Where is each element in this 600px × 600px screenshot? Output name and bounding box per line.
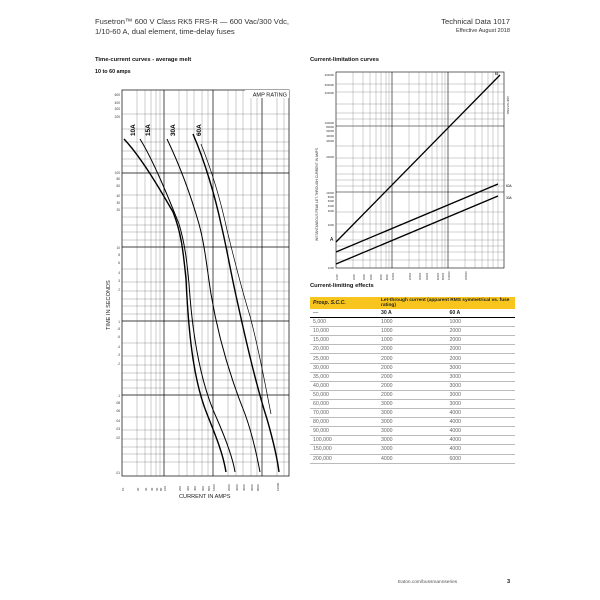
line-30a	[336, 196, 498, 264]
effective-date: Effective August 2018	[455, 28, 510, 34]
line-label-b: B	[495, 71, 499, 76]
x-tick: 80000	[442, 272, 445, 280]
y-tick: 8	[118, 253, 120, 257]
curve-label-60a: 60A	[506, 184, 512, 188]
x-tick: 3000	[363, 274, 366, 280]
cell-30a: 2000	[378, 381, 446, 390]
y-tick: 4	[118, 271, 120, 275]
x-tick: 10	[121, 487, 125, 491]
y-tick: 2000	[327, 223, 334, 227]
y-tick: 4000	[327, 204, 334, 208]
table-title: Current-limiting effects	[310, 283, 374, 289]
table-subheader-row	[310, 309, 515, 318]
document-meta	[441, 17, 510, 36]
y-tick: 20	[116, 208, 120, 212]
y-tick: 1000	[327, 266, 334, 270]
cell-60a: 2000	[446, 354, 515, 363]
x-tick: 200000	[465, 271, 468, 280]
cell-60a: 6000	[446, 454, 515, 463]
y-tick: 3	[118, 279, 120, 283]
cell-30a: 4000	[378, 454, 446, 463]
cell-60a: 4000	[446, 436, 515, 445]
y-tick: .01	[115, 471, 120, 475]
y-tick: 80000	[326, 125, 334, 129]
right-amp-rating-label: AMP RATING	[506, 96, 510, 115]
cell-30a: 1000	[378, 336, 446, 345]
y-tick: .6	[117, 335, 120, 339]
table-row	[310, 427, 515, 436]
table-row	[310, 354, 515, 363]
y-tick: 1	[118, 320, 120, 324]
cell-60a: 3000	[446, 381, 515, 390]
cell-30a: 3000	[378, 427, 446, 436]
y-tick: .03	[115, 427, 120, 431]
x-tick: 400	[193, 485, 197, 491]
cell-60a: 2000	[446, 327, 515, 336]
cell-scc: 90,000	[310, 427, 378, 436]
y-tick: 40	[116, 194, 120, 198]
cell-scc: 25,000	[310, 354, 378, 363]
cell-scc: 150,000	[310, 445, 378, 454]
cell-scc: 35,000	[310, 372, 378, 381]
table-row	[310, 336, 515, 345]
document-number: Technical Data 1017	[441, 17, 510, 26]
cell-30a: 1000	[378, 318, 446, 327]
y-tick: 200000	[324, 91, 334, 95]
y-tick: .8	[117, 327, 120, 331]
y-tick: 3000	[327, 209, 334, 213]
title-line-1: Fusetron™ 600 V Class RK5 FRS-R — 600 Vac/300 Vdc,	[95, 17, 290, 26]
y-tick: .02	[115, 436, 120, 440]
y-tick: .3	[117, 353, 120, 357]
col-header-let-through: Let-through current (apparent RMS symmetrical vs. fuse rating)	[378, 297, 515, 309]
y-tick: .2	[117, 362, 120, 366]
cell-30a: 3000	[378, 445, 446, 454]
x-tick: 100000	[448, 271, 451, 280]
y-tick: 400000	[324, 73, 334, 77]
cell-30a: 2000	[378, 345, 446, 354]
cell-scc: 30,000	[310, 363, 378, 372]
x-tick: 40000	[426, 272, 429, 280]
document-title	[95, 17, 355, 37]
left-x-axis-label: CURRENT IN AMPS	[179, 494, 231, 500]
current-limitation-chart	[310, 66, 520, 281]
y-tick: .08	[115, 401, 120, 405]
cell-30a: 3000	[378, 418, 446, 427]
left-chart-subtitle: 10 to 60 amps	[95, 69, 131, 75]
cell-60a: 4000	[446, 427, 515, 436]
x-tick: 30	[144, 487, 148, 491]
y-tick: .1	[117, 394, 120, 398]
y-tick: 100000	[324, 121, 334, 125]
y-tick: 30	[116, 201, 120, 205]
table-row	[310, 372, 515, 381]
curve-label-10a: 10A	[130, 124, 137, 136]
table-row	[310, 399, 515, 408]
x-tick: 4000	[370, 274, 373, 280]
y-tick: 600	[114, 93, 120, 97]
cell-scc: 80,000	[310, 418, 378, 427]
cell-60a: 1000	[446, 318, 515, 327]
x-tick: 80	[159, 487, 163, 491]
x-tick: 600	[201, 485, 205, 491]
x-tick: 6000	[250, 484, 254, 491]
table-row	[310, 390, 515, 399]
x-tick: 200	[178, 485, 182, 491]
y-tick: 10	[116, 246, 120, 250]
cell-30a: 1000	[378, 327, 446, 336]
y-tick: 400	[114, 101, 120, 105]
cell-60a: 4000	[446, 445, 515, 454]
cell-scc: 10,000	[310, 327, 378, 336]
y-tick: 60	[116, 184, 120, 188]
cell-scc: 5,000	[310, 318, 378, 327]
col-header-prosp-scc: Prosp. S.C.C.	[310, 297, 378, 309]
y-tick: 20000	[326, 155, 334, 159]
right-chart-title: Current-limitation curves	[310, 57, 379, 63]
table-header-row	[310, 297, 515, 309]
x-tick: 8000	[256, 484, 260, 491]
subheader-60a: 60 A	[446, 309, 515, 318]
y-tick: 80	[116, 177, 120, 181]
curve-30a	[167, 139, 260, 472]
x-tick: 20000	[409, 272, 412, 280]
x-tick: 4000	[242, 484, 246, 491]
y-tick: 200	[114, 115, 120, 119]
y-tick: 10000	[326, 191, 334, 195]
x-tick: 300	[186, 485, 190, 491]
footer-url: Eaton.com/bussmannseries	[398, 580, 458, 585]
table-row	[310, 381, 515, 390]
right-y-axis-label: INSTANTANEOUS PEAK LET-THROUGH CURRENT IN AMPS	[315, 147, 319, 241]
x-tick: 1000	[212, 484, 216, 491]
cell-scc: 20,000	[310, 345, 378, 354]
table-row	[310, 445, 515, 454]
cell-scc: 200,000	[310, 454, 378, 463]
subheader-col1: —	[310, 309, 378, 318]
x-tick: 20	[136, 487, 140, 491]
x-tick: 100	[163, 485, 167, 491]
y-tick: .06	[115, 409, 120, 413]
y-tick: 30000	[326, 139, 334, 143]
left-chart-title: Time-current curves - average melt	[95, 57, 192, 63]
cell-scc: 60,000	[310, 399, 378, 408]
x-tick: 6000	[380, 274, 383, 280]
curve-label-60a: 60A	[196, 124, 203, 136]
x-tick: 60	[155, 487, 159, 491]
line-label-a: A	[330, 237, 334, 243]
cell-scc: 100,000	[310, 436, 378, 445]
cell-60a: 3000	[446, 363, 515, 372]
cell-60a: 3000	[446, 372, 515, 381]
x-tick: 60000	[437, 272, 440, 280]
cell-60a: 4000	[446, 418, 515, 427]
cell-scc: 40,000	[310, 381, 378, 390]
table-row	[310, 363, 515, 372]
x-tick: 2000	[227, 484, 231, 491]
table-row	[310, 327, 515, 336]
y-tick: 300	[114, 107, 120, 111]
x-tick: 30000	[419, 272, 422, 280]
cell-scc: 15,000	[310, 336, 378, 345]
left-y-axis-label: TIME IN SECONDS	[106, 280, 112, 330]
x-tick: 8000	[386, 274, 389, 280]
time-current-chart	[95, 84, 305, 494]
curve-label-30a: 30A	[506, 196, 512, 200]
cell-60a: 3000	[446, 399, 515, 408]
cell-scc: 70,000	[310, 409, 378, 418]
page-number: 3	[507, 579, 511, 585]
cell-30a: 3000	[378, 399, 446, 408]
amp-rating-label: AMP RATING	[252, 92, 287, 99]
y-tick: 6	[118, 261, 120, 265]
cell-30a: 3000	[378, 436, 446, 445]
curve-label-15a: 15A	[145, 124, 152, 136]
y-tick: .04	[115, 419, 120, 423]
y-tick: 300000	[324, 83, 334, 87]
y-tick: 60000	[326, 129, 334, 133]
table-row	[310, 345, 515, 354]
current-limiting-table	[310, 297, 515, 464]
cell-60a: 3000	[446, 390, 515, 399]
x-tick: 40	[150, 487, 154, 491]
y-tick: 6000	[327, 199, 334, 203]
table-row	[310, 409, 515, 418]
x-tick: 10000	[276, 482, 280, 491]
cell-60a: 2000	[446, 345, 515, 354]
y-tick: 2	[118, 288, 120, 292]
x-tick: 10000	[392, 272, 395, 280]
y-tick: 40000	[326, 134, 334, 138]
x-tick: 800	[207, 485, 211, 491]
curve-10a	[124, 139, 226, 472]
y-tick: .4	[117, 345, 120, 349]
table-row	[310, 318, 515, 327]
cell-30a: 2000	[378, 372, 446, 381]
table-row	[310, 454, 515, 463]
cell-60a: 4000	[446, 409, 515, 418]
y-tick: 8000	[327, 195, 334, 199]
cell-30a: 3000	[378, 409, 446, 418]
y-tick: 100	[114, 171, 120, 175]
cell-scc: 50,000	[310, 390, 378, 399]
table-row	[310, 436, 515, 445]
subheader-30a: 30 A	[378, 309, 446, 318]
title-line-2: 1/10-60 A, dual element, time-delay fuses	[95, 27, 235, 36]
cell-30a: 2000	[378, 354, 446, 363]
x-tick: 1000	[336, 274, 339, 280]
cell-30a: 2000	[378, 363, 446, 372]
cell-30a: 2000	[378, 390, 446, 399]
table-row	[310, 418, 515, 427]
curve-label-30a: 30A	[170, 124, 177, 136]
cell-60a: 2000	[446, 336, 515, 345]
x-tick: 3000	[235, 484, 239, 491]
x-tick: 2000	[353, 274, 356, 280]
